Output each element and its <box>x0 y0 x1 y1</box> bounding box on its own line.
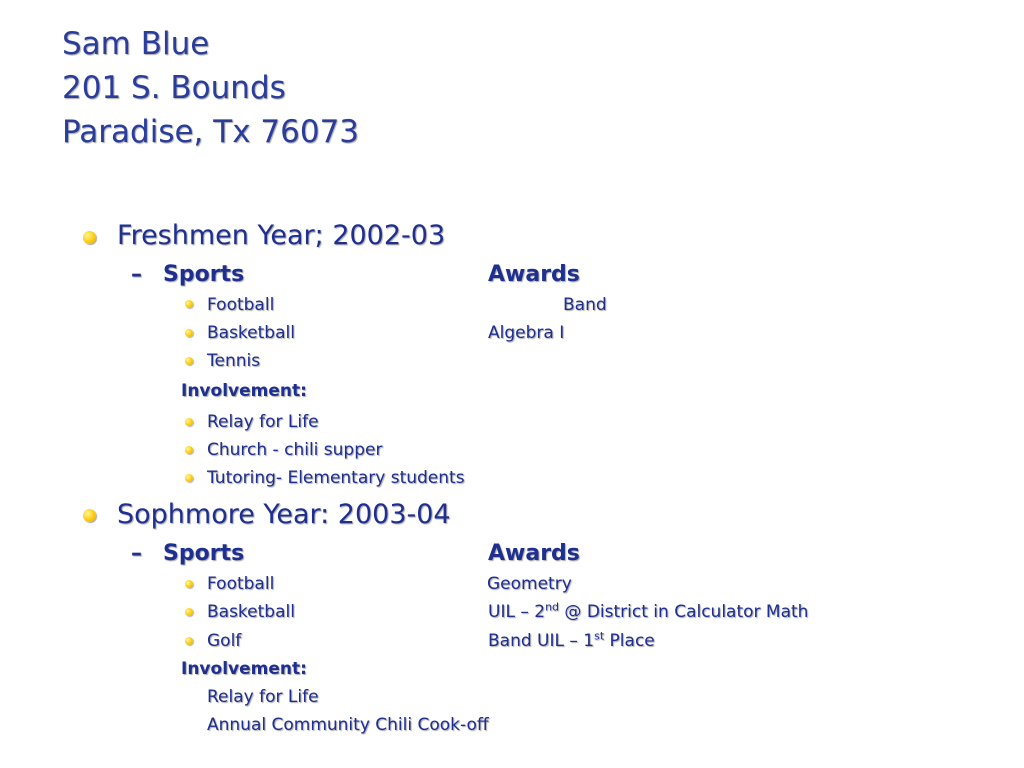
award-text: UIL – 2 <box>488 602 546 622</box>
sophomore-sports-label: Sports <box>163 541 245 566</box>
bullet-icon <box>185 418 193 426</box>
award-ordinal: nd <box>545 600 560 614</box>
name-line: Sam Blue <box>62 26 210 62</box>
freshman-sport-item: Tennis <box>207 351 261 371</box>
title-block <box>62 22 359 154</box>
freshman-sport-item: Basketball <box>207 323 295 343</box>
bullet-icon <box>185 329 193 337</box>
sophomore-sport-item: Basketball <box>207 602 295 622</box>
dash-icon: – <box>131 262 142 287</box>
award-text: @ District in Calculator Math <box>559 602 809 622</box>
sophomore-heading: Sophmore Year: 2003-04 <box>117 499 451 530</box>
award-text: Place <box>604 631 655 651</box>
bullet-icon <box>83 509 96 522</box>
bullet-icon <box>185 580 193 588</box>
sophomore-involvement-label: Involvement: <box>181 659 307 679</box>
city-line: Paradise, Tx 76073 <box>62 114 360 150</box>
freshman-awards-label: Awards <box>488 262 580 287</box>
freshman-involvement-item: Relay for Life <box>207 412 319 432</box>
freshman-award-item: Algebra I <box>488 323 565 343</box>
bullet-icon <box>185 608 193 616</box>
sophomore-award-item: Geometry <box>487 574 572 594</box>
bullet-icon <box>185 446 193 454</box>
sophomore-awards-label: Awards <box>488 541 580 566</box>
freshman-involvement-item: Tutoring- Elementary students <box>207 468 465 488</box>
bullet-icon <box>83 231 96 244</box>
bullet-icon <box>185 474 193 482</box>
sophomore-award-item <box>488 602 808 622</box>
sophomore-award-item <box>488 631 655 651</box>
sophomore-involvement-item: Relay for Life <box>207 687 319 707</box>
freshman-involvement-item: Church - chili supper <box>207 440 383 460</box>
street-line: 201 S. Bounds <box>62 70 286 106</box>
dash-icon: – <box>131 541 142 566</box>
award-ordinal: st <box>594 629 605 643</box>
freshman-sport-item: Football <box>207 295 275 315</box>
freshman-sports-label: Sports <box>163 262 245 287</box>
sophomore-sport-item: Football <box>207 574 275 594</box>
bullet-icon <box>185 300 193 308</box>
bullet-icon <box>185 357 193 365</box>
sophomore-sport-item: Golf <box>207 631 242 651</box>
freshman-involvement-label: Involvement: <box>181 381 307 401</box>
award-text: Band UIL – 1 <box>488 631 595 651</box>
freshman-heading: Freshmen Year; 2002-03 <box>117 220 446 251</box>
sophomore-involvement-item: Annual Community Chili Cook-off <box>207 715 489 735</box>
freshman-award-item: Band <box>563 295 607 315</box>
bullet-icon <box>185 637 193 645</box>
